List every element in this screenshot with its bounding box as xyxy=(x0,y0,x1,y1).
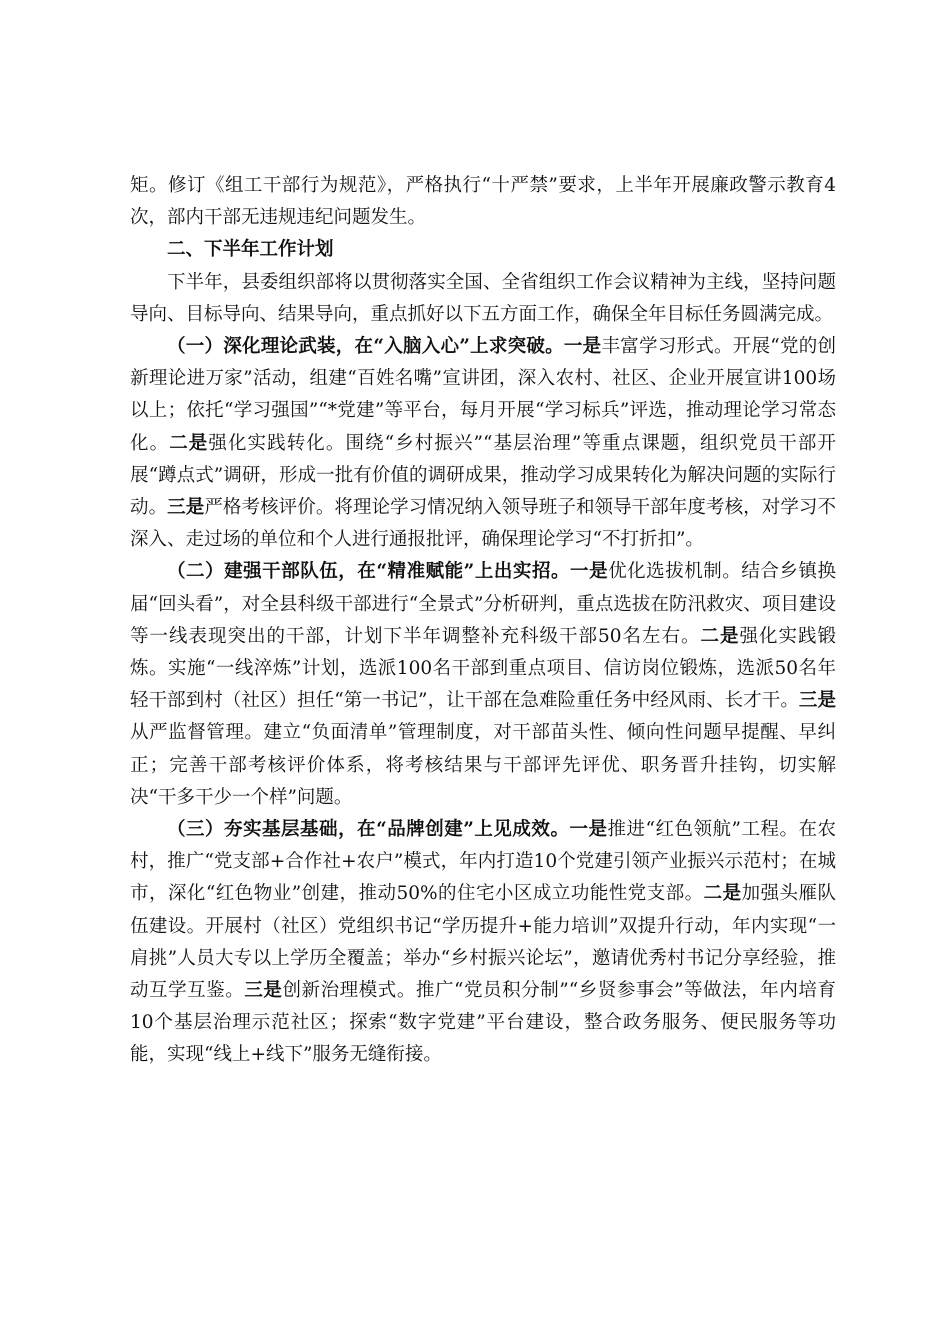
plan-item-3 xyxy=(130,814,836,1072)
plan-item-3-marker-2: 二是 xyxy=(703,883,742,905)
plan-item-1-heading: （一）深化理论武装，在“入脑入心”上求突破。 xyxy=(167,336,564,358)
plan-item-2-text-1: 优化选拔机制。结合乡镇换届“回头看”，对全县科级干部进行“全景式”分析研判，重点选拔在防汛救灾、项目建设等一线表现突出的干部，计划下半年调整补充科级干部50名左右。 xyxy=(130,561,836,647)
plan-item-3-marker-3: 三是 xyxy=(244,980,283,1002)
plan-item-1-text-1: 丰富学习形式。开展“党的创新理论进万家”活动，组建“百姓名嘴”宣讲团，深入农村、社区、企业开展宣讲100场以上；依托“学习强国”“*党建”等平台，每月开展“学习标兵”评选，推动理论学习常态化。 xyxy=(130,336,836,454)
plan-item-3-heading: （三）夯实基层基础，在“品牌创建”上见成效。 xyxy=(167,819,570,841)
plan-item-2-marker-1: 一是 xyxy=(570,561,609,583)
plan-item-2-heading: （二）建强干部队伍，在“精准赋能”上出实招。 xyxy=(167,561,571,583)
plan-item-1-marker-3: 三是 xyxy=(167,497,205,519)
plan-item-2-text-2: 强化实践锻炼。实施“一线淬炼”计划，选派100名干部到重点项目、信访岗位锻炼，选派50名年轻干部到村（社区）担任“第一书记”，让干部在急难险重任务中经风雨、长才干。 xyxy=(130,625,836,712)
plan-item-2-text-3: 从严监督管理。建立“负面清单”管理制度，对干部苗头性、倾向性问题早提醒、早纠正；完善干部考核评价体系，将考核结果与干部评先评优、职务晋升挂钩，切实解决“干多干少一个样”问题。 xyxy=(130,722,836,808)
plan-item-1 xyxy=(130,331,836,556)
plan-item-1-text-2: 强化实践转化。围绕“乡村振兴”“基层治理”等重点课题，组织党员干部开展“蹲点式”调研，形成一批有价值的调研成果，推动学习成果转化为解决问题的实际行动。 xyxy=(130,432,836,519)
plan-item-3-marker-1: 一是 xyxy=(569,819,608,841)
plan-item-2-marker-2: 二是 xyxy=(700,625,740,647)
plan-item-2 xyxy=(130,556,836,814)
plan-item-3-text-3: 创新治理模式。推广“党员积分制”“乡贤参事会”等做法，年内培育10个基层治理示范社区；探索“数字党建”平台建设，整合政务服务、便民服务等功能，实现“线上+线下”服务无缝衔接。 xyxy=(130,980,836,1066)
plan-item-1-marker-1: 一是 xyxy=(563,336,602,358)
plan-item-1-text-3: 严格考核评价。将理论学习情况纳入领导班子和领导干部年度考核，对学习不深入、走过场的单位和个人进行通报批评，确保理论学习“不打折扣”。 xyxy=(130,497,836,551)
plan-item-1-marker-2: 二是 xyxy=(169,432,209,454)
document-page xyxy=(130,170,836,1072)
plan-item-3-text-2: 加强头雁队伍建设。开展村（社区）党组织书记“学历提升+能力培训”双提升行动，年内实现“一肩挑”人员大专以上学历全覆盖；举办“乡村振兴论坛”，邀请优秀村书记分享经验，推动互学互鉴。 xyxy=(130,883,836,1002)
section-heading: 二、下半年工作计划 xyxy=(167,239,334,261)
continued-paragraph: 矩。修订《组工干部行为规范》，严格执行“十严禁”要求，上半年开展廉政警示教育4次，部内干部无违规违纪问题发生。 xyxy=(130,175,836,229)
plan-item-3-text-1: 推进“红色领航”工程。在农村，推广“党支部+合作社+农户”模式，年内打造10个党建引领产业振兴示范村；在城市，深化“红色物业”创建，推动50%的住宅小区成立功能性党支部。 xyxy=(130,819,836,905)
intro-paragraph: 下半年，县委组织部将以贯彻落实全国、全省组织工作会议精神为主线，坚持问题导向、目标导向、结果导向，重点抓好以下五方面工作，确保全年目标任务圆满完成。 xyxy=(130,271,836,325)
plan-item-2-marker-3: 三是 xyxy=(798,690,836,712)
